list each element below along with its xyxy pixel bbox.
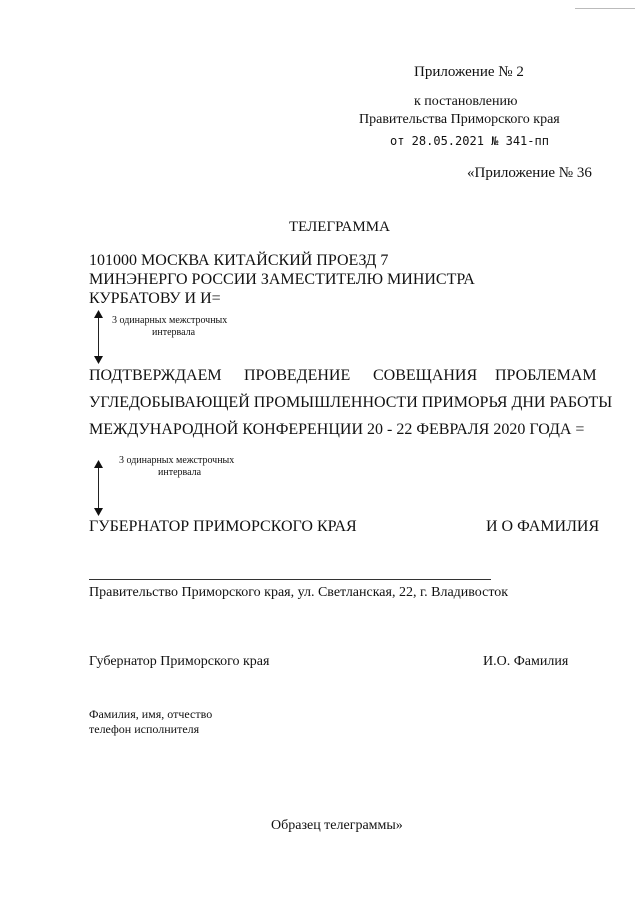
executor-name-label: Фамилия, имя, отчество — [89, 707, 213, 721]
sample-caption: Образец телеграммы» — [271, 818, 403, 833]
signature-name: И О ФАМИЛИЯ — [486, 518, 600, 535]
scan-edge-line — [575, 8, 635, 9]
body-line: УГЛЕДОБЫВАЮЩЕЙ ПРОМЫШЛЕННОСТИ ПРИМОРЬЯ ДНИ РАБОТЫ — [89, 394, 613, 411]
sender-address: Правительство Приморского края, ул. Светланская, 22, г. Владивосток — [89, 585, 509, 600]
spacing-note: 3 одинарных межстрочных — [119, 455, 235, 466]
government-name: Правительства Приморского края — [359, 112, 560, 127]
signature-title: ГУБЕРНАТОР ПРИМОРСКОГО КРАЯ — [89, 518, 357, 535]
governor-name: И.О. Фамилия — [483, 654, 569, 669]
appendix-number: Приложение № 2 — [414, 64, 524, 80]
governor-title: Губернатор Приморского края — [89, 654, 270, 669]
spacing-note: интервала — [152, 327, 196, 338]
body-word: ПОДТВЕРЖДАЕМ — [89, 367, 222, 384]
body-word: СОВЕЩАНИЯ — [373, 367, 478, 384]
spacing-note: интервала — [158, 467, 202, 478]
resolution-date-number: от 28.05.2021 № 341-пп — [390, 134, 549, 148]
spacing-note: 3 одинарных межстрочных — [112, 315, 228, 326]
address-line: КУРБАТОВУ И И= — [89, 290, 221, 307]
to-resolution: к постановлению — [414, 94, 518, 109]
body-line: МЕЖДУНАРОДНОЙ КОНФЕРЕНЦИИ 20 - 22 ФЕВРАЛЯ 2020 ГОДА = — [89, 421, 585, 438]
telegram-title: ТЕЛЕГРАММА — [289, 219, 390, 235]
executor-phone-label: телефон исполнителя — [89, 722, 200, 736]
separator-line — [89, 579, 491, 580]
appendix-36: «Приложение № 36 — [467, 165, 592, 181]
address-line: 101000 МОСКВА КИТАЙСКИЙ ПРОЕЗД 7 — [89, 252, 389, 269]
body-word: ПРОВЕДЕНИЕ — [244, 367, 351, 384]
address-line: МИНЭНЕРГО РОССИИ ЗАМЕСТИТЕЛЮ МИНИСТРА — [89, 271, 475, 288]
body-word: ПРОБЛЕМАМ — [495, 367, 597, 384]
